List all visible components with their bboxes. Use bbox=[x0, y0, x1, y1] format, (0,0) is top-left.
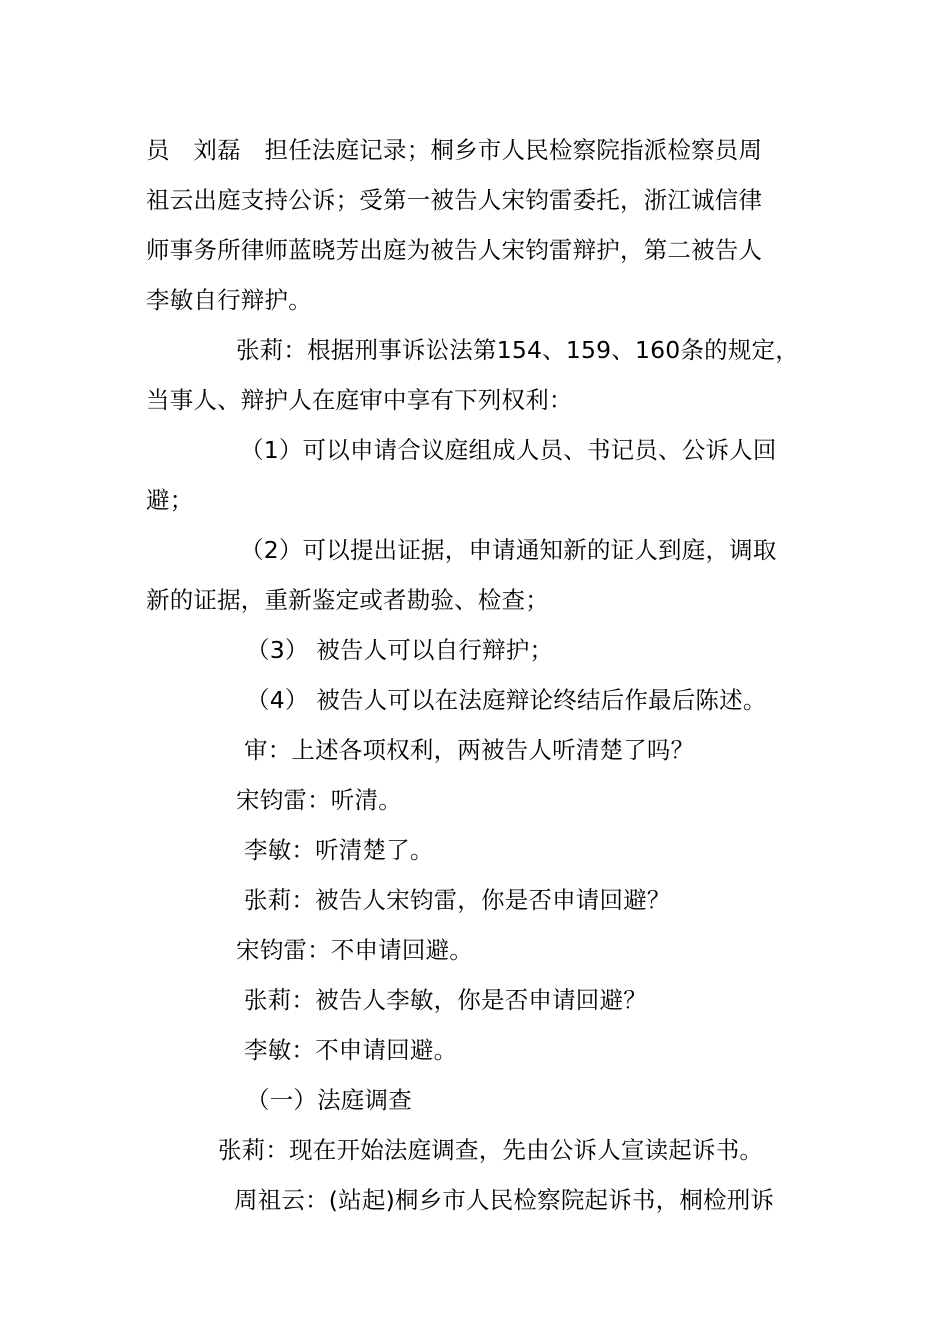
text-line: 避； bbox=[146, 486, 194, 514]
text-line: 周祖云：(站起)桐乡市人民检察院起诉书，桐检刑诉 bbox=[234, 1186, 775, 1214]
text-line: 李敏：听清楚了。 bbox=[244, 836, 434, 864]
text-line: （3） 被告人可以自行辩护； bbox=[246, 636, 554, 664]
text-line: 审：上述各项权利，两被告人听清楚了吗？ bbox=[244, 736, 695, 764]
text-line: 员 刘磊 担任法庭记录；桐乡市人民检察院指派检察员周 bbox=[146, 136, 763, 164]
text-line: 张莉：被告人宋钧雷，你是否申请回避？ bbox=[244, 886, 671, 914]
text-line: 张莉：根据刑事诉讼法第154、159、160条的规定， bbox=[236, 336, 799, 364]
text-line: 张莉：被告人李敏，你是否申请回避？ bbox=[244, 986, 647, 1014]
text-line: （4） 被告人可以在法庭辩论终结后作最后陈述。 bbox=[246, 686, 767, 714]
text-line: （2）可以提出证据，申请通知新的证人到庭，调取 bbox=[240, 536, 777, 564]
text-line: 祖云出庭支持公诉；受第一被告人宋钧雷委托，浙江诚信律 bbox=[146, 186, 763, 214]
text-line: 当事人、辩护人在庭审中享有下列权利： bbox=[146, 386, 573, 414]
text-line: （1）可以申请合议庭组成人员、书记员、公诉人回 bbox=[240, 436, 777, 464]
text-line: 宋钧雷：不申请回避。 bbox=[236, 936, 473, 964]
text-line: 宋钧雷：听清。 bbox=[236, 786, 402, 814]
text-line: 李敏：不申请回避。 bbox=[244, 1036, 458, 1064]
text-line: 李敏自行辩护。 bbox=[146, 286, 312, 314]
text-line: 新的证据，重新鉴定或者勘验、检查； bbox=[146, 586, 549, 614]
text-line: 张莉：现在开始法庭调查，先由公诉人宣读起诉书。 bbox=[218, 1136, 764, 1164]
text-line: 师事务所律师蓝晓芳出庭为被告人宋钧雷辩护，第二被告人 bbox=[146, 236, 763, 264]
section-heading: （一）法庭调查 bbox=[246, 1086, 412, 1114]
